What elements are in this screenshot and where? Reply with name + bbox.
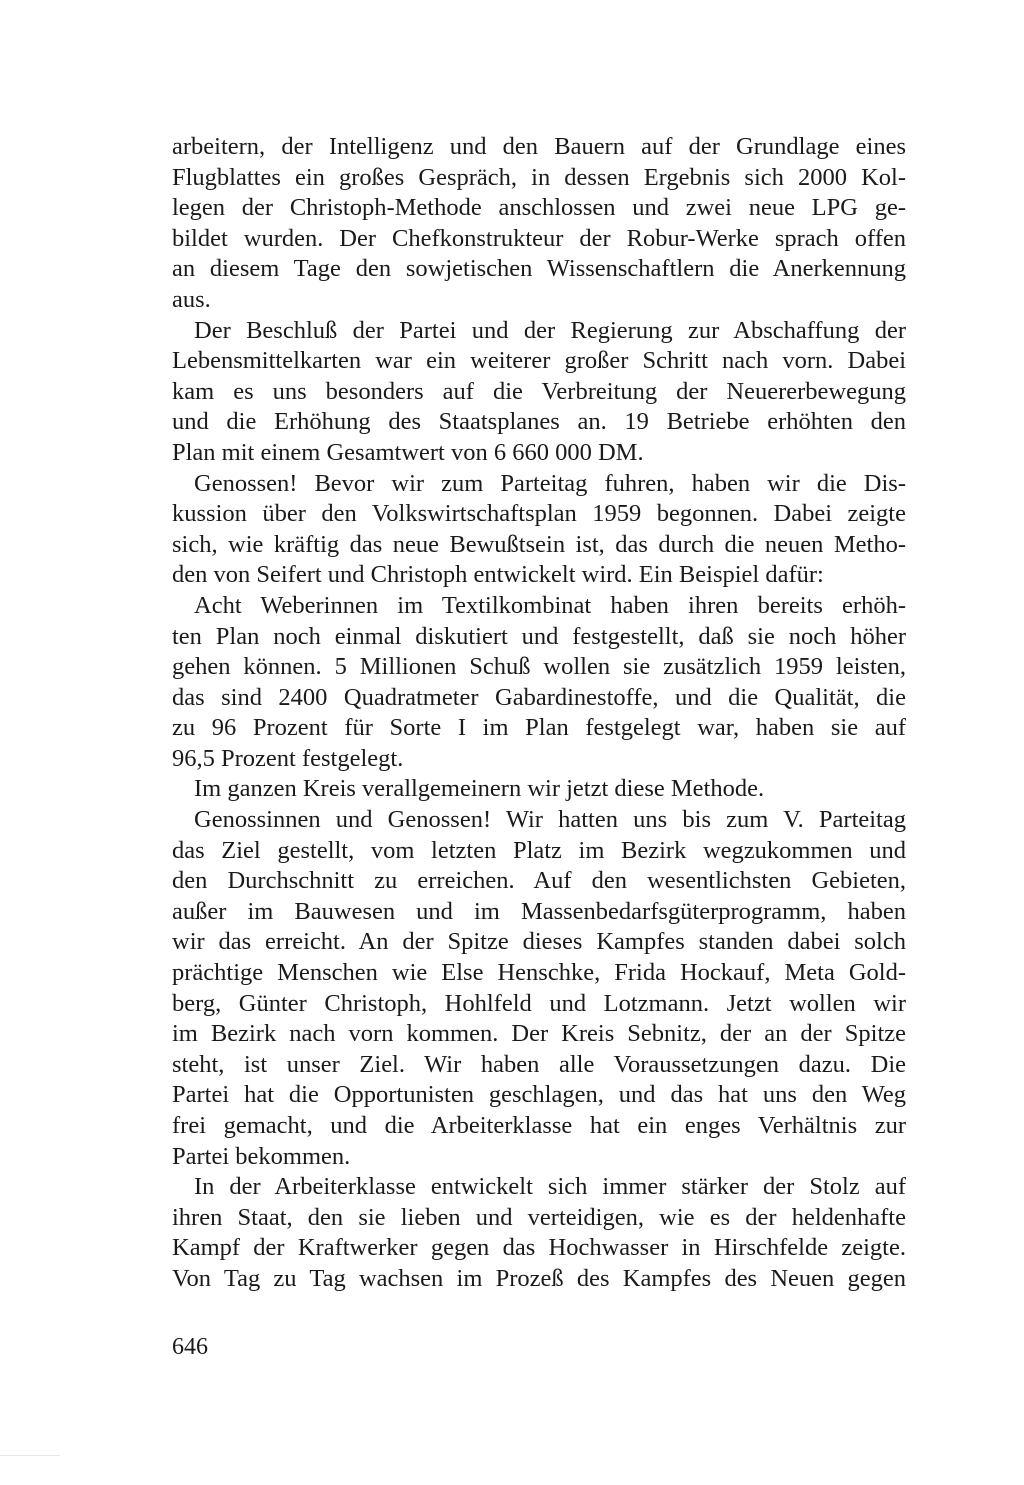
text-line: Genossinnen und Genossen! Wir hatten uns bis zum V. Parteitag [194, 806, 906, 834]
text-line: sich, wie kräftig das neue Bewußtsein ist, das durch die neuen Metho- [172, 530, 906, 558]
text-line: ten Plan noch einmal diskutiert und festgestellt, daß sie noch höher [172, 622, 906, 650]
text-line: das Ziel gestellt, vom letzten Platz im Bezirk wegzukommen und [172, 836, 906, 864]
text-line: Lebensmittelkarten war ein weiterer großer Schritt nach vorn. Dabei [172, 347, 906, 375]
paragraph [172, 1172, 906, 1294]
body-text [172, 132, 906, 1295]
text-line: arbeitern, der Intelligenz und den Bauern auf der Grundlage eines [172, 133, 906, 160]
text-line: prächtige Menschen wie Else Henschke, Frida Hockauf, Meta Gold- [172, 959, 906, 987]
text-line: Genossen! Bevor wir zum Parteitag fuhren, haben wir die Dis- [194, 469, 906, 497]
text-line: berg, Günter Christoph, Hohlfeld und Lotzmann. Jetzt wollen wir [172, 989, 906, 1017]
text-line: zu 96 Prozent für Sorte I im Plan festgelegt war, haben sie auf [172, 714, 906, 742]
text-line: wir das erreicht. An der Spitze dieses Kampfes standen dabei solch [172, 928, 906, 956]
text-line: bildet wurden. Der Chefkonstrukteur der Robur-Werke sprach offen [172, 224, 906, 252]
text-line: den von Seifert und Christoph entwickelt wird. Ein Beispiel dafür: [172, 561, 824, 589]
text-line: und die Erhöhung des Staatsplanes an. 19 Betriebe erhöhten den [172, 408, 906, 436]
paragraph [172, 469, 906, 591]
paragraph [172, 132, 906, 316]
scan-edge [0, 1455, 60, 1485]
text-line: außer im Bauwesen und im Massenbedarfsgüterprogramm, haben [172, 897, 906, 925]
text-line: steht, ist unser Ziel. Wir haben alle Voraussetzungen dazu. Die [172, 1050, 906, 1078]
text-line: legen der Christoph-Methode anschlossen und zwei neue LPG ge- [172, 194, 906, 222]
text-line: Acht Weberinnen im Textilkombinat haben ihren bereits erhöh- [194, 591, 906, 619]
text-line: 96,5 Prozent festgelegt. [172, 744, 404, 772]
text-line: ihren Staat, den sie lieben und verteidigen, wie es der heldenhafte [172, 1203, 906, 1231]
paragraph [172, 591, 906, 775]
paragraph [172, 774, 906, 805]
paragraph [172, 316, 906, 469]
text-line: frei gemacht, und die Arbeiterklasse hat ein enges Verhältnis zur [172, 1112, 906, 1139]
text-line: an diesem Tage den sowjetischen Wissenschaftlern die Anerkennung [172, 255, 906, 283]
text-line: den Durchschnitt zu erreichen. Auf den wesentlichsten Gebieten, [172, 867, 906, 895]
text-line: im Bezirk nach vorn kommen. Der Kreis Sebnitz, der an der Spitze [172, 1020, 906, 1048]
text-line: Partei bekommen. [172, 1142, 351, 1170]
text-line: das sind 2400 Quadratmeter Gabardinestoffe, und die Qualität, die [172, 683, 906, 711]
text-line: gehen können. 5 Millionen Schuß wollen sie zusätzlich 1959 leisten, [172, 653, 906, 681]
text-line: Im ganzen Kreis verallgemeinern wir jetzt diese Methode. [194, 775, 765, 803]
text-line: Plan mit einem Gesamtwert von 6 660 000 DM. [172, 438, 644, 466]
text-line: Partei hat die Opportunisten geschlagen, und das hat uns den Weg [172, 1081, 906, 1109]
text-line: kam es uns besonders auf die Verbreitung der Neuererbewegung [172, 377, 906, 405]
text-line: kussion über den Volkswirtschaftsplan 1959 begonnen. Dabei zeigte [172, 500, 906, 528]
text-line: Von Tag zu Tag wachsen im Prozeß des Kampfes des Neuen gegen [172, 1264, 906, 1292]
text-line: Der Beschluß der Partei und der Regierung zur Abschaffung der [194, 316, 906, 344]
text-line: aus. [172, 285, 211, 313]
paragraph [172, 805, 906, 1172]
text-line: Kampf der Kraftwerker gegen das Hochwasser in Hirschfelde zeigte. [172, 1234, 906, 1262]
page-number: 646 [172, 1334, 208, 1360]
text-line: In der Arbeiterklasse entwickelt sich immer stärker der Stolz auf [194, 1173, 906, 1201]
text-line: Flugblattes ein großes Gespräch, in dessen Ergebnis sich 2000 Kol- [172, 163, 906, 191]
